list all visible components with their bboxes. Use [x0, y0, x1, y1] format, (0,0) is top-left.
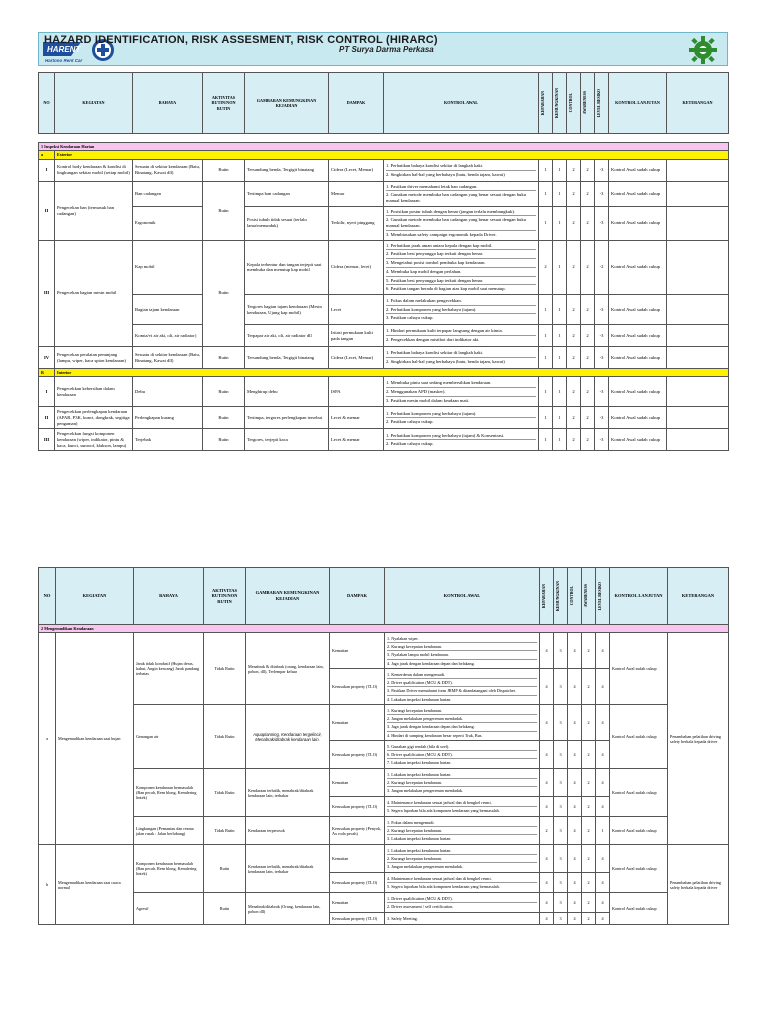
- score-cell: 3: [554, 797, 568, 817]
- score-cell: 1: [539, 181, 553, 206]
- kegiatan-cell: Kontrol body kendaraan & kondisi di lingkungan sekitar mobil (setiap mobil): [55, 159, 133, 181]
- score-cell: -3: [595, 377, 609, 407]
- row-number: II: [39, 181, 55, 240]
- dampak-cell: Kerusakan property (TLO): [330, 797, 385, 817]
- score-cell: 3: [554, 705, 568, 741]
- score-cell: 2: [582, 845, 596, 873]
- kontrol-lanjutan-cell: Kontrol Awal sudah cukup: [609, 159, 667, 181]
- keterangan-cell: Penambahan pelatihan driving safety berkala kepada driver: [668, 845, 729, 925]
- kontrol-lanjutan-cell: Kontrol Awal sudah cukup: [610, 633, 668, 705]
- gambaran-cell: Kendaraan terperosok: [246, 817, 330, 845]
- section-row: [39, 143, 729, 151]
- kontrol-awal-cell: 4. Maintenance kendaraan sesuai jadwal dan di bengkel resmi. 5. Segera laporkan bila ada komponen kendaraan yang bermasalah.: [385, 873, 540, 893]
- kegiatan-cell: Mengemudikan kendaraan saat hujan: [56, 633, 134, 845]
- score-cell: 3: [554, 913, 568, 925]
- score-cell: 2: [581, 407, 595, 429]
- score-cell: -3: [595, 159, 609, 181]
- dampak-cell: Kerusakan property (TLO): [330, 669, 385, 705]
- dampak-cell: Kerusakan property (TLO): [330, 913, 385, 925]
- header-kegiatan: KEGIATAN: [55, 73, 133, 134]
- aktivitas-cell: Rutin: [203, 181, 245, 240]
- keterangan-cell: [667, 295, 729, 325]
- score-cell: 4: [568, 633, 582, 669]
- kontrol-awal-cell: 1. Fokus dalam melakukan pengecekkan. 2. Perhatikan komponen yang berbahaya (tajam). 3. Pastikan cahaya cukup.: [384, 295, 539, 325]
- score-cell: 1: [553, 295, 567, 325]
- kontrol-awal-cell: 1. Perhatikan bahaya kondisi sekitar di langkah kaki. 2. Singkirkan hal-hal yang berbahaya (batu, benda tajam, kawat): [384, 347, 539, 369]
- svg-text:HARENT: HARENT: [47, 45, 81, 54]
- gambaran-cell: Menabrak & ditabrak (orang, kendaraan lain, pohon, dll), Terlempar keluar: [246, 633, 330, 705]
- score-cell: 2: [581, 206, 595, 240]
- score-cell: 4: [540, 669, 554, 705]
- kontrol-awal-cell: 1. Posisikan postur tubuh dengan benar (jangan terlalu membungkuk). 2. Gunakan metode membuka ban cadangan yang benar sesuai dengan buku manual kendaraan. 3. Membiasakan safety campaign ergonomik kepada Driver.: [384, 206, 539, 240]
- bahaya-cell: Agresif: [134, 893, 204, 925]
- header-bahaya: BAHAYA: [133, 73, 203, 134]
- dampak-cell: Kematian: [330, 845, 385, 873]
- gambaran-cell: Tertimpa, tergores perlengkapan tersebut: [245, 407, 329, 429]
- score-cell: -3: [595, 325, 609, 347]
- row-number: I: [39, 159, 55, 181]
- kontrol-lanjutan-cell: Kontrol Awal sudah cukup: [610, 769, 668, 817]
- score-cell: 1: [553, 325, 567, 347]
- header-gambaran: GAMBARAN KEMUNGKINAN KEJADIAN: [245, 73, 329, 134]
- section-row-2: 2 Mengemudikan Kendaraan: [39, 625, 729, 633]
- score-cell: 1: [553, 377, 567, 407]
- gambaran-cell: Tergores, terjepit kaca: [245, 429, 329, 451]
- row-number: III: [39, 240, 55, 346]
- aktivitas-cell: Rutin: [203, 377, 245, 407]
- table-row: [39, 295, 729, 325]
- score-cell: 4: [540, 893, 554, 913]
- score-cell: 1: [539, 295, 553, 325]
- dampak-cell: Kerusakan property (TLO): [330, 741, 385, 769]
- aktivitas-cell: Rutin: [204, 845, 246, 893]
- table-row: [39, 206, 729, 240]
- bahaya-cell: Terjebak: [133, 429, 203, 451]
- score-cell: 1: [553, 206, 567, 240]
- score-cell: 1: [539, 347, 553, 369]
- keterangan-cell: [667, 159, 729, 181]
- dampak-cell: Memar: [329, 181, 384, 206]
- header-kontrol-lanjutan: KONTROL LANJUTAN: [609, 73, 667, 134]
- table-row: [39, 769, 729, 797]
- kontrol-awal-cell: 1. Fokus dalam mengemudi. 2. Kurangi kecepatan kendaraan. 3. Lakukan inspeksi kendaraan harian.: [385, 817, 540, 845]
- kontrol-lanjutan-cell: Kontrol Awal sudah cukup: [609, 377, 667, 407]
- score-cell: 4: [568, 741, 582, 769]
- score-cell: 2: [567, 429, 581, 451]
- score-cell: -3: [595, 206, 609, 240]
- score-cell: -3: [595, 347, 609, 369]
- score-cell: 2: [539, 240, 553, 294]
- score-cell: 4: [568, 669, 582, 705]
- keterangan-cell: Penambahan pelatihan driving safety berkala kepada driver: [668, 633, 729, 845]
- score-cell: 4: [540, 741, 554, 769]
- kontrol-lanjutan-cell: Kontrol Awal sudah cukup: [609, 240, 667, 294]
- kontrol-awal-cell: 1. Perhatikan bahaya kondisi sekitar di langkah kaki. 2. Singkirkan hal-hal yang berbahaya (batu, benda tajam, kawat): [384, 159, 539, 181]
- score-cell: 4: [568, 817, 582, 845]
- kontrol-lanjutan-cell: Kontrol Awal sudah cukup: [609, 325, 667, 347]
- score-cell: -3: [595, 407, 609, 429]
- score-cell: -3: [595, 429, 609, 451]
- kegiatan-cell: Pengecekkan kebersihan dalam kendaraan: [55, 377, 133, 407]
- score-cell: 2: [581, 377, 595, 407]
- kegiatan-cell: Pengecekkan fungsi komponen kendaraan (wiper, indikator, pintu & kaca, kunci, sunroof, klakson, lampu): [55, 429, 133, 451]
- kontrol-lanjutan-cell: Kontrol Awal sudah cukup: [609, 206, 667, 240]
- score-cell: 2: [567, 159, 581, 181]
- score-cell: 2: [582, 669, 596, 705]
- score-cell: 2: [582, 817, 596, 845]
- kontrol-lanjutan-cell: Kontrol Awal sudah cukup: [610, 845, 668, 893]
- score-cell: 3: [554, 845, 568, 873]
- score-cell: 4: [596, 873, 610, 893]
- score-cell: 4: [596, 797, 610, 817]
- score-cell: 1: [539, 429, 553, 451]
- score-cell: 2: [582, 913, 596, 925]
- section-title: 1 Inspeksi Kendaraan Harian: [39, 143, 729, 151]
- bahaya-cell: Genangan air: [134, 705, 204, 769]
- gambaran-cell: Terpapar air aki, oli, air radiator dll: [245, 325, 329, 347]
- aktivitas-cell: Rutin: [204, 893, 246, 925]
- kegiatan-cell: Pengecekan ban (termasuk ban cadangan): [55, 181, 133, 240]
- aktivitas-cell: Tidak Rutin: [204, 633, 246, 705]
- score-cell: 4: [540, 769, 554, 797]
- score-cell: 4: [540, 797, 554, 817]
- table-row: [39, 893, 729, 913]
- kontrol-lanjutan-cell: Kontrol Awal sudah cukup: [609, 429, 667, 451]
- kontrol-awal-cell: 1. Driver qualification (MCU & DDT). 2. Driver assessment / self certification.: [385, 893, 540, 913]
- gambaran-cell: Aquaplanning, Kendaraan tergelincir, Menabrak/ditabrak kendaraan lain.: [246, 705, 330, 769]
- keterangan-cell: [667, 206, 729, 240]
- score-cell: -3: [595, 181, 609, 206]
- score-cell: 4: [596, 741, 610, 769]
- score-cell: 4: [568, 797, 582, 817]
- table2-header-row: NO KEGIATAN BAHAYA AKTIVITAS RUTIN/NON RUTIN GAMBARAN KEMUNGKINAN KEJADIAN DAMPAK KONTROL AWAL KEPARAHAN KEMUNGKINAN CONTROL AWARENESS LEVEL RESIKO KONTROL LANJUTAN KETERANGAN: [39, 568, 729, 625]
- table-row: [39, 347, 729, 369]
- header-banner: [38, 32, 728, 66]
- header-keterangan: KETERANGAN: [667, 73, 729, 134]
- keterangan-cell: [667, 429, 729, 451]
- gambaran-cell: Tersandung benda, Tergigit binatang: [245, 347, 329, 369]
- keterangan-cell: [667, 325, 729, 347]
- bahaya-cell: Jarak tidak kondusif (Hujan deras, kabut, Angin kencang) Jarak pandang terbatas: [134, 633, 204, 705]
- table-row: [39, 181, 729, 206]
- kontrol-awal-cell: 1. Nyalakan wiper. 2. Kurangi kecepatan kendaraan. 3. Nyalakan lampu mobil kendaraan. 4. Jaga jarak dengan kendaraan depan dan belakang.: [385, 633, 540, 669]
- score-cell: 4: [540, 705, 554, 741]
- dampak-cell: Kerusakan property (TLO): [330, 873, 385, 893]
- kegiatan-cell: Pengecekan peralatan penunjang (lampu, wiper, kaca spion kendaraan): [55, 347, 133, 369]
- table-row: [39, 633, 729, 669]
- header-control: CONTROL: [567, 73, 581, 134]
- score-cell: 2: [581, 325, 595, 347]
- row-number: I: [39, 377, 55, 407]
- aktivitas-cell: Rutin: [203, 347, 245, 369]
- score-cell: 1: [539, 325, 553, 347]
- header-keparahan: KEPARAHAN: [539, 73, 553, 134]
- score-cell: 4: [540, 873, 554, 893]
- score-cell: 1: [539, 159, 553, 181]
- dampak-cell: Cidera (memar, lecet): [329, 240, 384, 294]
- bahaya-cell: Debu: [133, 377, 203, 407]
- table-row: [39, 429, 729, 451]
- score-cell: 2: [567, 347, 581, 369]
- aktivitas-cell: Rutin: [203, 429, 245, 451]
- score-cell: -3: [595, 295, 609, 325]
- kontrol-awal-cell: 5. Gunakan gigi rendah (bila di urel). 6. Driver qualification (MCU & DDT). 7. Lakukan inspeksi kendaraan harian.: [385, 741, 540, 769]
- aktivitas-cell: Rutin: [203, 159, 245, 181]
- kontrol-awal-cell: 1. Perhatikan jarak aman antara kepala dengan kap mobil. 2. Pastikan besi penyangga kap terkait dengan benar. 3. Mengetahui posisi tombol pembuka kap kendaraan. 4. Membuka kap mobil dengan perlahan. 5. Pastikan besi penyangga kap terkait dengan benar. 6. Pastikan tangan berada di bagian atas kap mobil saat menutup.: [384, 240, 539, 294]
- dampak-cell: Cidera (Lecet, Memar): [329, 159, 384, 181]
- bahaya-cell: Komponen kendaraan bermasalah (Ban pecah, Rem blong, Kemdering lintek): [134, 845, 204, 893]
- kontrol-awal-cell: 1. Perhatikan komponen yang berbahaya (tajam) & Konsentrasi. 2. Pastikan cahaya cukup.: [384, 429, 539, 451]
- kontrol-awal-cell: 4. Maintenance kendaraan sesuai jadwal dan di bengkel resmi. 5. Segera laporkan bila ada komponen kendaraan yang bermasalah.: [385, 797, 540, 817]
- bahaya-cell: Perlengkapan kurang: [133, 407, 203, 429]
- bahaya-cell: Komia/vi air aki, oli, air radiator): [133, 325, 203, 347]
- score-cell: 2: [582, 769, 596, 797]
- score-cell: 4: [568, 705, 582, 741]
- table-row: [39, 159, 729, 181]
- score-cell: 2: [581, 240, 595, 294]
- aktivitas-cell: Tidak Rutin: [204, 705, 246, 769]
- score-cell: 4: [568, 913, 582, 925]
- score-cell: 2: [567, 181, 581, 206]
- kontrol-lanjutan-cell: Kontrol Awal sudah cukup: [609, 347, 667, 369]
- score-cell: 1: [553, 181, 567, 206]
- aktivitas-cell: Rutin: [203, 407, 245, 429]
- score-cell: 2: [582, 741, 596, 769]
- dampak-cell: Kematian: [330, 633, 385, 669]
- bahaya-cell: Bagian tajam kendaraan: [133, 295, 203, 325]
- score-cell: 2: [540, 817, 554, 845]
- score-cell: 3: [554, 817, 568, 845]
- score-cell: 2: [567, 206, 581, 240]
- table-row: [39, 407, 729, 429]
- header-no: NO: [39, 73, 55, 134]
- score-cell: 1: [539, 407, 553, 429]
- kontrol-awal-cell: 1. Kurangi kecepatan kendaraan. 2. Jangan melakukan pengereman mendadak. 3. Jaga jarak dengan kendaraan depan dan belakang. 4. Hindari di samping kendaraan besar seperti Truk, Bus.: [385, 705, 540, 741]
- dampak-cell: Cidera (Lecet, Memar): [329, 347, 384, 369]
- row-number: IV: [39, 347, 55, 369]
- score-cell: 4: [540, 913, 554, 925]
- table-row: [39, 705, 729, 741]
- score-cell: 2: [567, 407, 581, 429]
- dampak-cell: Lecet & memar: [329, 429, 384, 451]
- table-row: [39, 325, 729, 347]
- score-cell: 4: [568, 769, 582, 797]
- score-cell: 1: [596, 817, 610, 845]
- bahaya-cell: Ban cadangan: [133, 181, 203, 206]
- svg-text:Hartono Rent Car: Hartono Rent Car: [45, 58, 83, 63]
- document-title: HAZARD IDENTIFICATION, RISK ASSESMENT, RISK CONTROL (HIRARC): [44, 34, 438, 46]
- score-cell: 2: [581, 347, 595, 369]
- score-cell: 2: [582, 633, 596, 669]
- bahaya-cell: Komponen kendaraan bermasalah (Ban pecah, Rem blong, Kemdering lintek): [134, 769, 204, 817]
- score-cell: 2: [567, 325, 581, 347]
- gambaran-cell: Kendaraan terbalik, menabrak/ditabrak kendaraan lain, terbakar: [246, 769, 330, 817]
- group-row-b: B Interior: [39, 369, 729, 377]
- kontrol-lanjutan-cell: Kontrol Awal sudah cukup: [610, 705, 668, 769]
- table-row: [39, 377, 729, 407]
- row-number: b: [39, 845, 56, 925]
- table-row: [39, 817, 729, 845]
- score-cell: 2: [582, 893, 596, 913]
- bahaya-cell: Ergonomik: [133, 206, 203, 240]
- score-cell: -2: [595, 240, 609, 294]
- kegiatan-cell: Pengecekan bagian mesin mobil: [55, 240, 133, 346]
- score-cell: 4: [596, 893, 610, 913]
- score-cell: 3: [554, 669, 568, 705]
- score-cell: 1: [553, 159, 567, 181]
- kontrol-lanjutan-cell: Kontrol Awal sudah cukup: [609, 295, 667, 325]
- bahaya-cell: Sesuatu di sekitar kendaraan (Batu, Binatang, Kawat dll): [133, 159, 203, 181]
- score-cell: 2: [582, 797, 596, 817]
- score-cell: 3: [554, 769, 568, 797]
- kontrol-awal-cell: 1. Kemerderan dalam mengemudi. 2. Driver qualification (MCU & DDT). 3. Pastikan Driver memahami form JRMP & ditandatangani oleh Dispatcher. 4. Lakukan inspeksi kendaraan harian.: [385, 669, 540, 705]
- gambaran-cell: Tersandung benda, Tergigit binatang: [245, 159, 329, 181]
- company-name: PT Surya Darma Perkasa: [339, 45, 434, 54]
- dampak-cell: Kerusakan property (Penyok, Ax roda pecah): [330, 817, 385, 845]
- score-cell: 2: [581, 159, 595, 181]
- score-cell: 4: [568, 893, 582, 913]
- score-cell: 4: [596, 633, 610, 669]
- header-dampak: DAMPAK: [329, 73, 384, 134]
- kontrol-lanjutan-cell: Kontrol Awal sudah cukup: [609, 181, 667, 206]
- kontrol-lanjutan-cell: Kontrol Awal sudah cukup: [610, 817, 668, 845]
- score-cell: 3: [554, 633, 568, 669]
- score-cell: 3: [554, 873, 568, 893]
- kontrol-awal-cell: 1. Lakukan inspeksi kendaraan harian. 2. Kurangi kecepatan kendaraan. 3. Jangan melakukan pengereman mendadak.: [385, 845, 540, 873]
- kontrol-awal-cell: 1. Hindari permukaan kulit terpapar langsung dengan air kimia. 2. Pengecekkan dengan mistibot dari indikator aki.: [384, 325, 539, 347]
- score-cell: 1: [553, 240, 567, 294]
- gambaran-cell: Tertimpa ban cadangan: [245, 181, 329, 206]
- dampak-cell: Iritasi permukaan kulit pada tangan: [329, 325, 384, 347]
- aktivitas-cell: Tidak Rutin: [204, 817, 246, 845]
- keterangan-cell: [667, 377, 729, 407]
- kegiatan-cell: Mengemudikan kendaraan saat cuaca normal: [56, 845, 134, 925]
- score-cell: 4: [568, 845, 582, 873]
- kegiatan-cell: Pengecekkan perlengkapan kendaraan (APAR, P3K, kunci, dongkrak, segitiga pengaman): [55, 407, 133, 429]
- dampak-cell: Lecet & memar: [329, 407, 384, 429]
- score-cell: 2: [582, 705, 596, 741]
- dampak-cell: Kematian: [330, 705, 385, 741]
- hirarc-table-inspection: [38, 72, 729, 451]
- gambaran-cell: Posisi tubuh tidak sesuai (terlalu lama/menunduk): [245, 206, 329, 240]
- aktivitas-cell: Tidak Rutin: [204, 769, 246, 817]
- row-number: III: [39, 429, 55, 451]
- score-cell: 4: [596, 669, 610, 705]
- gear-icon: [687, 34, 719, 66]
- score-cell: 1: [553, 347, 567, 369]
- score-cell: 2: [581, 295, 595, 325]
- dampak-cell: ISPA: [329, 377, 384, 407]
- score-cell: 3: [554, 893, 568, 913]
- score-cell: 4: [596, 845, 610, 873]
- kontrol-awal-cell: 1. Pastikan driver memahami letak ban cadangan. 2. Gunakan metode membuka ban cadangan yang benar sesuai dengan buku manual kendaraan.: [384, 181, 539, 206]
- score-cell: 1: [553, 429, 567, 451]
- kontrol-lanjutan-cell: Kontrol Awal sudah cukup: [610, 893, 668, 925]
- header-kontrol-awal: KONTROL AWAL: [384, 73, 539, 134]
- group-row-a: a Exterior: [39, 151, 729, 159]
- keterangan-cell: [667, 347, 729, 369]
- score-cell: 4: [596, 913, 610, 925]
- header-kemungkinan: KEMUNGKINAN: [553, 73, 567, 134]
- keterangan-cell: [667, 181, 729, 206]
- gambaran-cell: Menabrak/ditabrak (Orang, kendaraan lain, pohon dll): [246, 893, 330, 925]
- gambaran-cell: Menghirup debu: [245, 377, 329, 407]
- gambaran-cell: Tergores bagian tajam kendaraan (Mesin kendaraan, Ujung kap mobil): [245, 295, 329, 325]
- dampak-cell: Terkilir, nyeri pinggang: [329, 206, 384, 240]
- score-cell: 1: [539, 377, 553, 407]
- bahaya-cell: Sesuatu di sekitar kendaraan (Batu, Binatang, Kawat dll): [133, 347, 203, 369]
- dampak-cell: Kematian: [330, 769, 385, 797]
- kontrol-awal-cell: 1. Membuka pintu saat sedang membersihkan kendaraan. 2. Menggunakan APD (masker). 3. Pastikan mesin mobil dalam keadaan mati.: [384, 377, 539, 407]
- aktivitas-cell: Rutin: [203, 240, 245, 346]
- keterangan-cell: [667, 407, 729, 429]
- score-cell: 3: [554, 741, 568, 769]
- score-cell: 2: [567, 377, 581, 407]
- score-cell: 2: [567, 295, 581, 325]
- header-aktivitas: AKTIVITAS RUTIN/NON RUTIN: [203, 73, 245, 134]
- score-cell: 4: [596, 769, 610, 797]
- bahaya-cell: Lingkungan (Pemantau dan rezma jalan rusak : Jalan berlubang): [134, 817, 204, 845]
- gambaran-cell: Kepala terbentur dan tangan terjepit saat membuka dan menutup kap mobil: [245, 240, 329, 294]
- header-awareness: AWARENESS: [581, 73, 595, 134]
- score-cell: 2: [582, 873, 596, 893]
- keterangan-cell: [667, 240, 729, 294]
- score-cell: 4: [596, 705, 610, 741]
- dampak-cell: Kematian: [330, 893, 385, 913]
- score-cell: 1: [539, 206, 553, 240]
- row-number: a: [39, 633, 56, 845]
- table-header-row: [39, 73, 729, 134]
- score-cell: 4: [540, 633, 554, 669]
- hirarc-table-driving: [38, 567, 729, 925]
- row-number: II: [39, 407, 55, 429]
- score-cell: 2: [581, 429, 595, 451]
- table-row: [39, 845, 729, 873]
- score-cell: 1: [553, 407, 567, 429]
- kontrol-lanjutan-cell: Kontrol Awal sudah cukup: [609, 407, 667, 429]
- kontrol-awal-cell: 1. Lakukan inspeksi kendaraan harian. 2. Kurangi kecepatan kendaraan. 3. Jangan melakukan pengereman mendadak.: [385, 769, 540, 797]
- bahaya-cell: Kap mobil: [133, 240, 203, 294]
- score-cell: 2: [581, 181, 595, 206]
- kontrol-awal-cell: 3. Safety Meeting.: [385, 913, 540, 925]
- kontrol-awal-cell: 1. Perhatikan komponen yang berbahaya (tajam). 2. Pastikan cahaya cukup.: [384, 407, 539, 429]
- score-cell: 4: [540, 845, 554, 873]
- score-cell: 2: [567, 240, 581, 294]
- score-cell: 4: [568, 873, 582, 893]
- table-row: [39, 240, 729, 294]
- header-level-resiko: LEVEL RESIKO: [595, 73, 609, 134]
- dampak-cell: Lecet: [329, 295, 384, 325]
- gambaran-cell: Kendaraan terbalik, menabrak/ditabrak kendaraan lain, terbakar: [246, 845, 330, 893]
